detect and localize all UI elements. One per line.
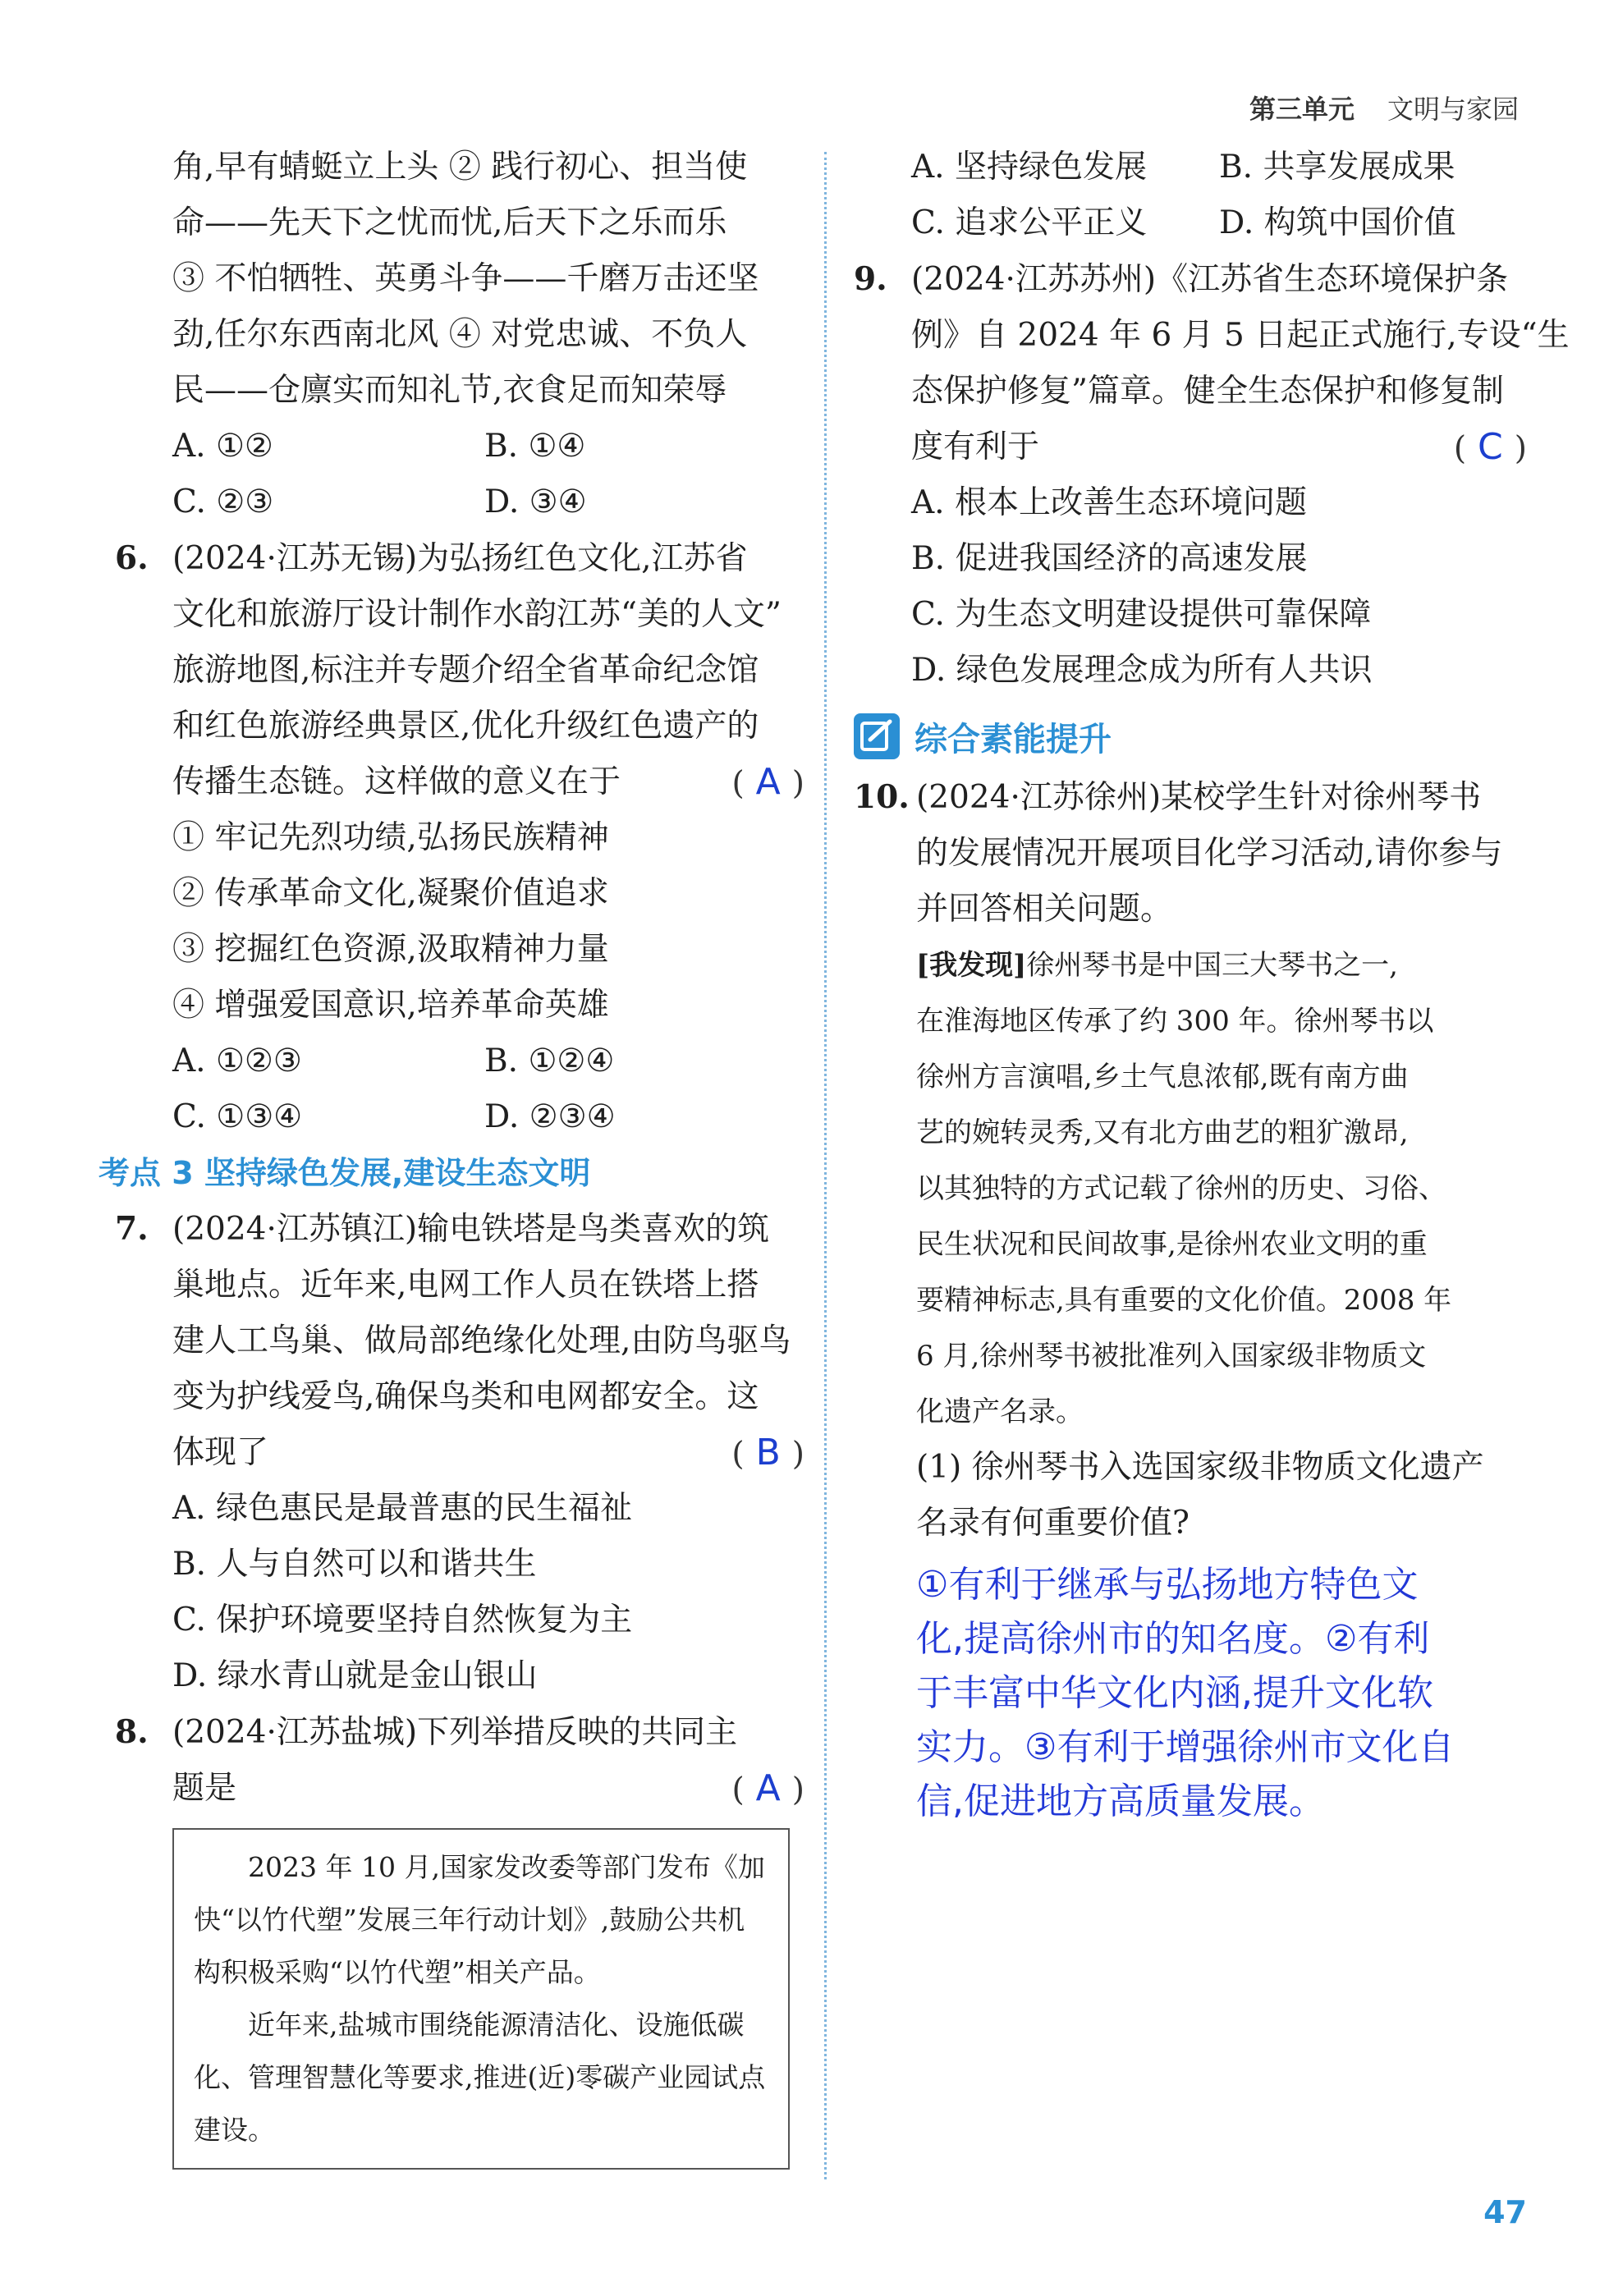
option[interactable]: D. 绿色发展理念成为所有人共识 (911, 652, 1373, 689)
question-number: 10. (854, 778, 910, 816)
unit-title: 文明与家园 (1387, 94, 1519, 125)
question-number: 8. (115, 1713, 149, 1751)
question-10 (854, 769, 1527, 1829)
material-line: 民生状况和民间故事,是徐州农业文明的重 (916, 1228, 1428, 1261)
question-text: 变为护线爱鸟,确保鸟类和电网都安全。这 (172, 1378, 759, 1415)
option[interactable]: C. ①③④ (172, 1098, 303, 1135)
question-number: 9. (854, 260, 887, 298)
question-text: (2024·江苏无锡)为弘扬红色文化,江苏省 (172, 540, 748, 577)
question-text: (2024·江苏镇江)输电铁塔是鸟类喜欢的筑 (172, 1211, 770, 1248)
option[interactable]: A. 绿色惠民是最普惠的民生福祉 (172, 1490, 632, 1527)
material-paragraph: 近年来,盐城市围绕能源清洁化、设施低碳化、管理智慧化等要求,推进(近)零碳产业园试点建设。 (194, 2009, 766, 2146)
material-line: 在淮海地区传承了约 300 年。徐州琴书以 (916, 1005, 1434, 1038)
q8-options-row (911, 195, 1527, 251)
option[interactable]: C. 保护环境要坚持自然恢复为主 (172, 1602, 633, 1638)
question-7 (115, 1201, 804, 1704)
q5-line: 民——仓廪实而知礼节,衣食足而知荣辱 (172, 372, 727, 409)
option[interactable]: B. 共享发展成果 (1219, 149, 1455, 186)
question-text: 和红色旅游经典景区,优化升级红色遗产的 (172, 708, 759, 745)
q5-continuation (115, 140, 804, 530)
option[interactable]: D. 绿水青山就是金山银山 (172, 1657, 538, 1694)
question-text: 体现了 (172, 1434, 269, 1471)
question-text: 并回答相关问题。 (916, 891, 1173, 928)
material-paragraph: 2023 年 10 月,国家发改委等部门发布《加快“以竹代塑”发展三年行动计划》,鼓励公共机构积极采购“以竹代塑”相关产品。 (194, 1851, 765, 1988)
question-text: 的发展情况开展项目化学习活动,请你参与 (916, 835, 1503, 872)
option[interactable]: A. ①②③ (172, 1043, 302, 1079)
left-column (99, 140, 804, 2170)
question-text: 态保护修复”篇章。健全生态保护和修复制 (911, 373, 1504, 410)
material-line: 化遗产名录。 (916, 1395, 1084, 1428)
answer-mark: A (755, 1767, 781, 1809)
question-text: 文化和旅游厅设计制作水韵江苏“美的人文” (172, 596, 782, 633)
option[interactable]: B. ①②④ (484, 1043, 615, 1079)
answer-mark: A (755, 761, 781, 803)
answer-bracket[interactable]: ( C ) (1453, 426, 1527, 468)
material-line: 以其独特的方式记载了徐州的历史、习俗、 (916, 1172, 1446, 1205)
q6-options-row (172, 1089, 804, 1145)
answer-bracket[interactable]: ( B ) (731, 1432, 804, 1473)
material-line: 徐州琴书是中国三大琴书之一, (1026, 949, 1398, 982)
statement-item: ③ 挖掘红色资源,汲取精神力量 (172, 931, 609, 968)
question-6 (115, 530, 804, 1145)
question-text: 巢地点。近年来,电网工作人员在铁塔上搭 (172, 1267, 759, 1304)
sub-question: 名录有何重要价值? (916, 1505, 1190, 1542)
question-text: 旅游地图,标注并专题介绍全省革命纪念馆 (172, 652, 759, 689)
material-box (172, 1828, 790, 2170)
sub-question: (1) 徐州琴书入选国家级非物质文化遗产 (916, 1449, 1484, 1486)
answer-bracket[interactable]: ( A ) (731, 1767, 804, 1809)
q5-line: 劲,任尔东西南北风 ④ 对党忠诚、不负人 (172, 316, 748, 353)
q5-options-row (172, 419, 804, 474)
answer-line: 实力。③有利于增强徐州市文化自 (916, 1726, 1455, 1768)
q6-options-row (172, 1033, 804, 1089)
badge-title: 综合素能提升 (915, 720, 1112, 758)
handwritten-answer[interactable] (916, 1558, 1527, 1829)
column-divider (824, 152, 827, 2179)
question-text: 传播生态链。这样做的意义在于 (172, 763, 621, 800)
option[interactable]: A. 根本上改善生态环境问题 (911, 484, 1307, 521)
page-header (1249, 89, 1519, 126)
question-text: 度有利于 (911, 428, 1040, 465)
question-number: 6. (115, 539, 149, 577)
option[interactable]: D. 构筑中国价值 (1219, 204, 1456, 241)
question-text: (2024·江苏苏州)《江苏省生态环境保护条 (911, 261, 1509, 298)
q8-options-row (911, 140, 1527, 195)
option[interactable]: B. 人与自然可以和谐共生 (172, 1546, 537, 1583)
statement-item: ② 传承革命文化,凝聚价值追求 (172, 875, 609, 912)
answer-line: 信,促进地方高质量发展。 (916, 1780, 1325, 1822)
answer-line: 化,提高徐州市的知名度。②有利 (916, 1618, 1430, 1660)
section-heading: 考点 3 坚持绿色发展,建设生态文明 (99, 1155, 591, 1191)
statement-item: ④ 增强爱国意识,培养革命英雄 (172, 987, 609, 1024)
statement-item: ① 牢记先烈功绩,弘扬民族精神 (172, 819, 609, 856)
material-line: 艺的婉转灵秀,又有北方曲艺的粗犷激昂, (916, 1116, 1409, 1149)
q5-options-row (172, 474, 804, 530)
q5-line: 角,早有蜻蜓立上头 ② 践行初心、担当使 (172, 149, 748, 186)
question-text: 例》自 2024 年 6 月 5 日起正式施行,专设“生 (911, 317, 1570, 354)
q5-line: 命——先天下之忧而忧,后天下之乐而乐 (172, 204, 727, 241)
question-8 (115, 1704, 804, 2170)
option[interactable]: C. ②③ (172, 483, 274, 520)
question-number: 7. (115, 1210, 149, 1248)
material-line: 徐州方言演唱,乡土气息浓郁,既有南方曲 (916, 1061, 1409, 1093)
pencil-check-icon (854, 713, 900, 759)
option[interactable]: D. ③④ (484, 483, 587, 520)
page-number: 47 (1483, 2194, 1527, 2230)
question-9 (854, 251, 1570, 699)
answer-line: 于丰富中华文化内涵,提升文化软 (916, 1672, 1433, 1714)
question-text: 题是 (172, 1770, 237, 1807)
answer-mark: B (755, 1432, 781, 1473)
option[interactable]: C. 追求公平正义 (911, 204, 1148, 241)
answer-mark: C (1478, 426, 1503, 468)
question-text: (2024·江苏盐城)下列举措反映的共同主 (172, 1714, 738, 1751)
unit-label: 第三单元 (1249, 94, 1355, 125)
answer-line: ①有利于继承与弘扬地方特色文 (916, 1564, 1419, 1606)
option[interactable]: C. 为生态文明建设提供可靠保障 (911, 596, 1372, 633)
option[interactable]: A. ①② (172, 428, 273, 465)
option[interactable]: A. 坚持绿色发展 (911, 149, 1147, 186)
section-badge (854, 703, 1527, 769)
q8-options (854, 140, 1527, 251)
material-tag: [我发现] (916, 949, 1027, 982)
question-text: (2024·江苏徐州)某校学生针对徐州琴书 (916, 779, 1482, 816)
question-text: 建人工鸟巢、做局部绝缘化处理,由防鸟驱鸟 (172, 1322, 791, 1359)
option[interactable]: D. ②③④ (484, 1098, 616, 1135)
answer-bracket[interactable]: ( A ) (731, 761, 804, 803)
material-line: 6 月,徐州琴书被批准列入国家级非物质文 (916, 1340, 1427, 1373)
q5-line: ③ 不怕牺牲、英勇斗争——千磨万击还坚 (172, 260, 759, 297)
option[interactable]: B. 促进我国经济的高速发展 (911, 540, 1308, 577)
option[interactable]: B. ①④ (484, 428, 586, 465)
material-line: 要精神标志,具有重要的文化价值。2008 年 (916, 1284, 1452, 1317)
right-column (854, 140, 1570, 1829)
